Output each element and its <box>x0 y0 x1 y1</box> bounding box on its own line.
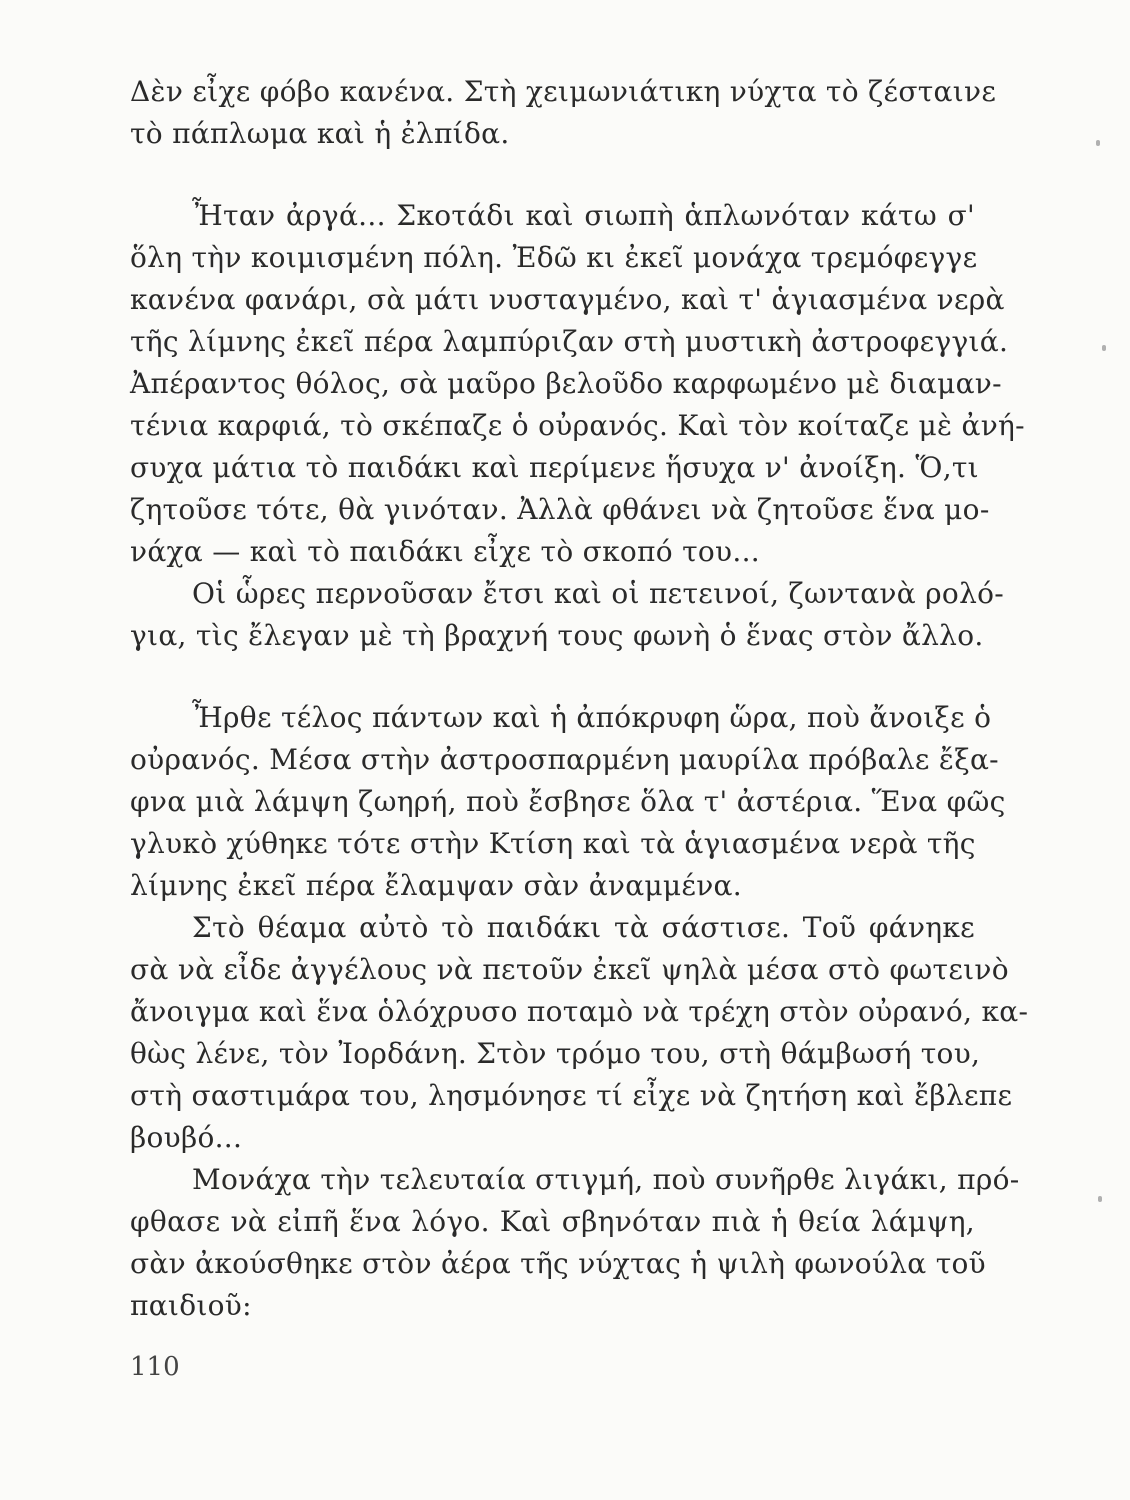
text-line: τὸ πάπλωμα καὶ ἡ ἐλπίδα. <box>130 117 510 150</box>
text-line: Ἦταν ἀργά... Σκοτάδι καὶ σιωπὴ ἁπλωνόταν κάτω σ' <box>192 199 975 232</box>
text-line: βουβό... <box>130 1121 243 1154</box>
text-line: παιδιοῦ: <box>130 1289 252 1322</box>
text-line: ζητοῦσε τότε, θὰ γινόταν. Ἀλλὰ φθάνει νὰ ζητοῦσε ἕνα μο- <box>130 493 990 526</box>
text-line: σὰ νὰ εἶδε ἀγγέλους νὰ πετοῦν ἐκεῖ ψηλὰ μέσα στὸ φωτεινὸ <box>130 953 1009 986</box>
text-line: φνα μιὰ λάμψη ζωηρή, ποὺ ἔσβησε ὅλα τ' ἀστέρια. Ἕνα φῶς <box>130 785 1006 818</box>
text-line: συχα μάτια τὸ παιδάκι καὶ περίμενε ἥσυχα ν' ἀνοίξη. Ὅ,τι <box>130 451 979 484</box>
text-line: στὴ σαστιμάρα του, λησμόνησε τί εἶχε νὰ ζητήση καὶ ἔβλεπε <box>130 1079 1013 1112</box>
text-line: Οἱ ὧρες περνοῦσαν ἔτσι καὶ οἱ πετεινοί, ζωντανὰ ρολό- <box>192 577 1005 610</box>
text-line: σὰν ἀκούσθηκε στὸν ἀέρα τῆς νύχτας ἡ ψιλὴ φωνούλα τοῦ <box>130 1247 986 1280</box>
text-line: Μονάχα τὴν τελευταία στιγμή, ποὺ συνῆρθε λιγάκι, πρό- <box>192 1163 1020 1196</box>
text-line: ὅλη τὴν κοιμισμένη πόλη. Ἐδῶ κι ἐκεῖ μονάχα τρεμόφεγγε <box>130 241 978 274</box>
margin-speck <box>1098 1196 1102 1202</box>
text-line: Ἦρθε τέλος πάντων καὶ ἡ ἀπόκρυφη ὥρα, ποὺ ἄνοιξε ὁ <box>192 701 992 734</box>
text-line: Δὲν εἶχε φόβο κανένα. Στὴ χειμωνιάτικη νύχτα τὸ ζέσταινε <box>130 75 997 108</box>
text-line: φθασε νὰ εἰπῆ ἕνα λόγο. Καὶ σβηνόταν πιὰ ἡ θεία λάμψη, <box>130 1205 975 1238</box>
text-line: τένια καρφιά, τὸ σκέπαζε ὁ οὐρανός. Καὶ τὸν κοίταζε μὲ ἀνή- <box>130 409 1025 442</box>
text-line: τῆς λίμνης ἐκεῖ πέρα λαμπύριζαν στὴ μυστικὴ ἀστροφεγγιά. <box>130 325 1009 358</box>
text-line: λίμνης ἐκεῖ πέρα ἔλαμψαν σὰν ἀναμμένα. <box>130 869 742 902</box>
text-line: κανένα φανάρι, σὰ μάτι νυσταγμένο, καὶ τ' ἁγιασμένα νερὰ <box>130 283 1005 316</box>
margin-speck <box>1096 140 1100 146</box>
text-line: Ἀπέραντος θόλος, σὰ μαῦρο βελοῦδο καρφωμένο μὲ διαμαν- <box>130 367 1002 400</box>
text-line: Στὸ θέαμα αὐτὸ τὸ παιδάκι τὰ σάστισε. Τοῦ φάνηκε <box>192 911 975 944</box>
text-line: για, τὶς ἔλεγαν μὲ τὴ βραχνή τους φωνὴ ὁ ἕνας στὸν ἄλλο. <box>130 619 984 652</box>
page-number: 110 <box>130 1352 180 1382</box>
text-line: νάχα — καὶ τὸ παιδάκι εἶχε τὸ σκοπό του... <box>130 535 760 568</box>
text-line: οὐρανός. Μέσα στὴν ἀστροσπαρμένη μαυρίλα πρόβαλε ἔξα- <box>130 743 999 776</box>
text-line: θὼς λένε, τὸν Ἰορδάνη. Στὸν τρόμο του, στὴ θάμβωσή του, <box>130 1037 981 1070</box>
margin-speck <box>1102 345 1106 351</box>
text-line: ἄνοιγμα καὶ ἕνα ὁλόχρυσο ποταμὸ νὰ τρέχη στὸν οὐρανό, κα- <box>130 995 1029 1028</box>
text-line: γλυκὸ χύθηκε τότε στὴν Κτίση καὶ τὰ ἁγιασμένα νερὰ τῆς <box>130 827 976 860</box>
